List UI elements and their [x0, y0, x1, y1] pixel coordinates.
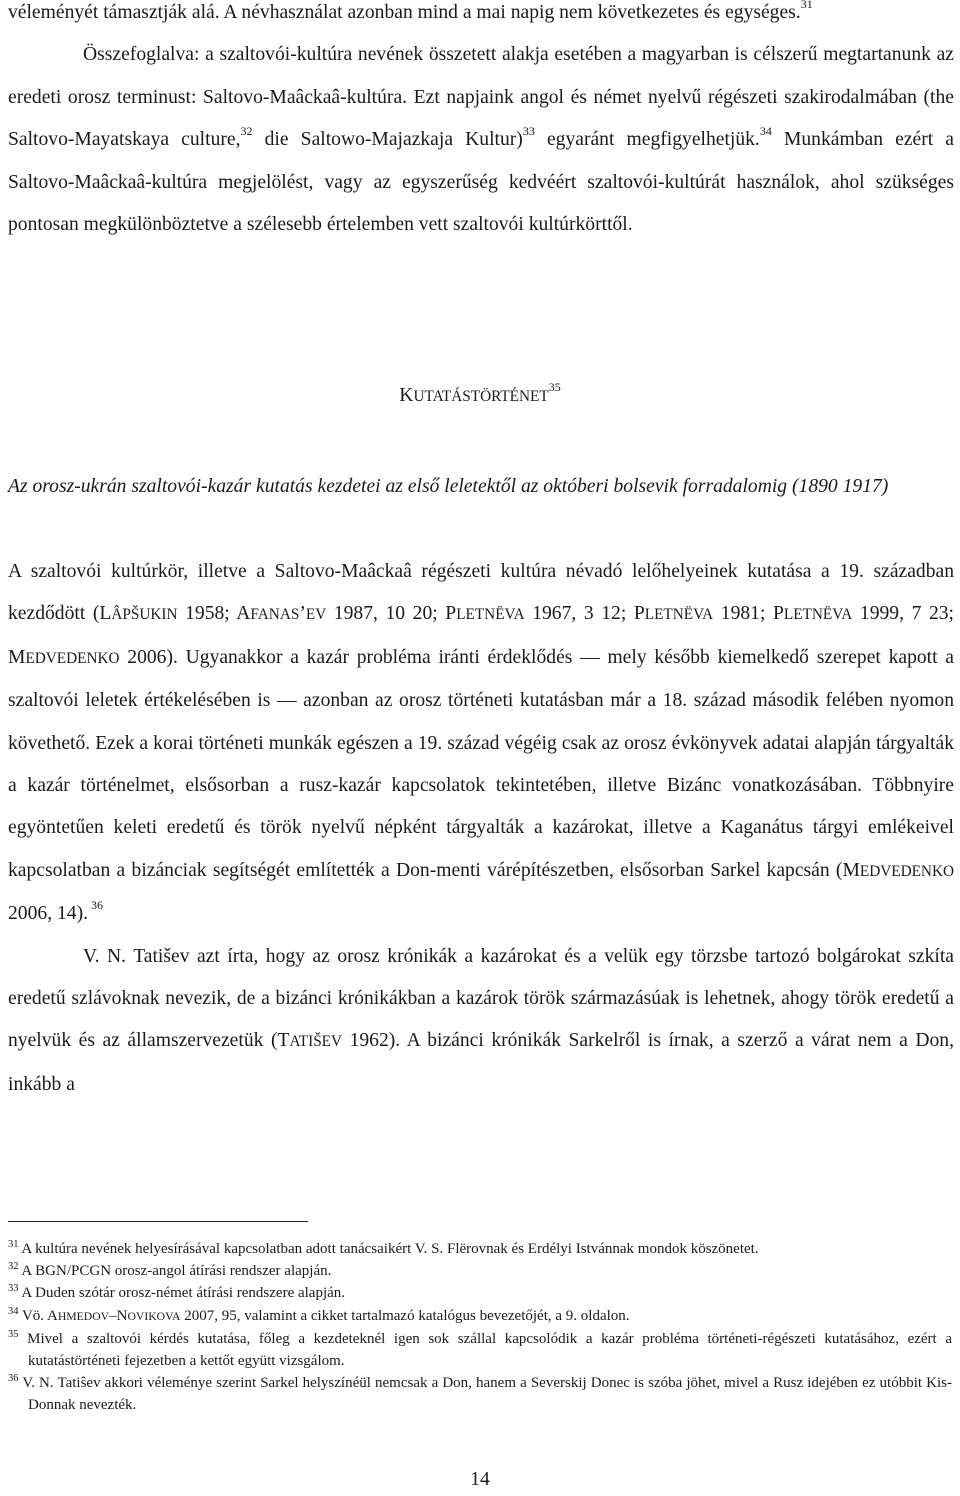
- author-name: A: [46, 1307, 58, 1324]
- author-name: LETNËVA: [783, 606, 853, 624]
- footnote-31: [8, 1238, 952, 1260]
- footnote-ref-31[interactable]: 31: [800, 0, 813, 11]
- author-name: EDVEDENKO: [859, 862, 954, 880]
- footnote-text: A BGN/PCGN orosz-angol átírási rendszer alapján.: [18, 1263, 332, 1280]
- author-name: ATIŠEV: [289, 1033, 343, 1051]
- footnote-text: A Duden szótár orosz-német átírási rendszere alapján.: [18, 1285, 346, 1302]
- author-name: LETNËVA: [456, 606, 525, 624]
- paragraph-text: 2006). Ugyanakkor a kazár probléma iránti érdeklődés ― mely később kiemelkedő szerepet kapott a szaltovói leletek értékelésében is ― azonban az orosz történeti kutatásban már a 18. század második felében nyomon követhető. Ezek a korai történeti munkák egészen a 19. század végéig csak az orosz évkönyvek adatai alapján tárgyalták a kazár történelmet, elsősorban a rusz-kazár kapcsolatok tekintetében, illetve Bizánc vonatkozásában. Többnyire egyöntetűen keleti eredetű és török nyelvű népként tárgyalták a kazárokat, illetve a Kaganátus tárgyi emlékeivel kapcsolatban a bizánciak segítségét említették a Don-menti várépítészetben, elsősorban Sarkel kapcsán (: [8, 646, 954, 881]
- section-heading: [0, 380, 960, 413]
- paragraph-text: 1987, 10 20;: [326, 603, 446, 625]
- paragraph-text: 1962). A bizánci krónikák Sarkelről is írnak, a szerző a várat nem a Don, inkább a: [8, 1030, 955, 1095]
- paragraph-text: V. N. Tatišev azt írta, hogy az orosz krónikák a kazárokat és a velük egy törzsbe tartozó bolgárokat szkíta eredetű szlávoknak nevezik, de a bizánci krónikákban a kazárok török származásúak is lehetnek, ahogy török eredetű a nyelvük és az államszervezetük (: [8, 945, 954, 1052]
- footnotes: [8, 1238, 952, 1417]
- author-name: P: [773, 603, 784, 625]
- paragraph-text: véleményét támasztják alá. A névhasználat azonban mind a mai napig nem következetes és egységes.: [8, 2, 801, 23]
- body-text-research: [8, 551, 954, 1106]
- footnote-text: Mivel a szaltovói kérdés kutatása, főleg a kezdeteknél igen sok szállal kapcsolódik a kazár probléma történeti-régészeti kutatásához, ezért a kutatástörténeti fejezetben a kettőt együtt vizsgálom.: [18, 1330, 952, 1370]
- paragraph-text: Munkámban ezért a Saltovo-Maâckaâ-kultúra megjelölést, vagy az egyszerűség kedvéért szaltovói-kultúrát használok, ahol szükséges pontosan megkülönböztetve a szélesebb értelemben vett szaltovói kultúrkörttől.: [8, 129, 955, 236]
- footnote-number: 35: [8, 1328, 19, 1340]
- author-name: M: [8, 646, 26, 668]
- author-name: T: [277, 1030, 290, 1052]
- author-name: N: [116, 1307, 128, 1324]
- author-name: P: [633, 603, 645, 625]
- footnote-text: Vö.: [18, 1307, 47, 1324]
- paragraph-tatisev: [8, 936, 954, 1107]
- footnote-35: [8, 1328, 952, 1372]
- author-name: EDVEDENKO: [25, 649, 120, 667]
- author-name: L: [99, 603, 112, 625]
- author-name: ÂPŠUKIN: [111, 606, 178, 624]
- author-name: A: [236, 603, 251, 625]
- footnote-text: V. N. Tatiŝev akkori véleménye szerint Sarkel helyszínéül nemcsak a Don, hanem a Severskij Donec is szóba jöhet, mivel a Rusz idejében ez utóbbit Kis-Donnak nevezték.: [18, 1375, 952, 1414]
- footnote-34: [8, 1305, 952, 1328]
- footnote-number: 34: [8, 1305, 19, 1317]
- paragraph-research: [8, 551, 954, 936]
- heading-text: UTATÁSTÖRTÉNET: [413, 388, 549, 405]
- paragraph-text: ’: [299, 603, 306, 625]
- footnote-text: –: [109, 1307, 117, 1324]
- footnote-ref-35[interactable]: 35: [548, 380, 561, 394]
- paragraph-text: 1981;: [713, 603, 773, 625]
- paragraph-text: Összefoglalva: a szaltovói-kultúra nevének összetett alakja esetében a magyarban is célszerű megtartanunk az eredeti orosz terminust: Saltovo-Maâckaâ-kultúra. Ezt napjaink angol és német nyelvű régészeti szakirodalmában (the Saltovo-Mayatskaya culture,: [8, 44, 954, 151]
- footnote-text: 2007, 95, valamint a cikket tartalmazó katalógus bevezetőjét, a 9. oldalon.: [180, 1307, 630, 1324]
- footnote-number: 32: [8, 1261, 19, 1273]
- footnote-ref-34[interactable]: 34: [759, 124, 772, 139]
- author-name: P: [445, 603, 457, 625]
- footnote-ref-33[interactable]: 33: [522, 124, 535, 139]
- author-name: LETNËVA: [644, 606, 714, 624]
- footnote-36: [8, 1372, 952, 1416]
- footnote-ref-32[interactable]: 32: [240, 124, 253, 139]
- author-name: OVIKOVA: [127, 1309, 181, 1323]
- paragraph-continuation: [8, 0, 954, 34]
- footnote-number: 31: [8, 1239, 19, 1250]
- paragraph-text: A szaltovói kultúrkör, illetve a Saltovo-Maâckaâ régészeti kultúra névadó lelőhelyeinek kutatása a 19. században kezdődött (: [8, 561, 954, 625]
- author-name: FANAS: [250, 606, 300, 624]
- author-name: HMEDOV: [57, 1309, 110, 1323]
- body-text-top: [8, 0, 954, 246]
- footnote-text: A kultúra nevének helyesírásával kapcsolatban adott tanácsaikért V. S. Flërovnak és Erdélyi Istvánnak mondok köszönetet.: [18, 1241, 759, 1257]
- page-number: 14: [470, 1469, 490, 1490]
- heading-initial: K: [399, 385, 414, 406]
- footnote-separator: [8, 1221, 308, 1222]
- footnote-ref-36[interactable]: 36: [88, 898, 104, 913]
- paragraph-text: 1967, 3 12;: [524, 603, 634, 625]
- footnote-32: [8, 1260, 952, 1282]
- author-name: EV: [305, 606, 327, 624]
- footnote-number: 36: [8, 1373, 19, 1385]
- paragraph-summary: [8, 34, 954, 246]
- footnote-number: 33: [8, 1283, 19, 1295]
- paragraph-text: die Saltowo-Majazkaja Kultur): [252, 129, 523, 151]
- paragraph-text: 2006, 14).: [8, 903, 89, 925]
- subsection-heading: Az orosz-ukrán szaltovói-kazár kutatás kezdetei az első leletektől az októberi bolsevik forradalomig (1890 1917): [8, 476, 889, 497]
- paragraph-text: 1999, 7 23;: [852, 603, 954, 625]
- author-name: M: [842, 859, 860, 881]
- paragraph-text: egyaránt megfigyelhetjük.: [534, 129, 760, 151]
- paragraph-text: 1958;: [177, 603, 237, 625]
- footnote-33: [8, 1282, 952, 1304]
